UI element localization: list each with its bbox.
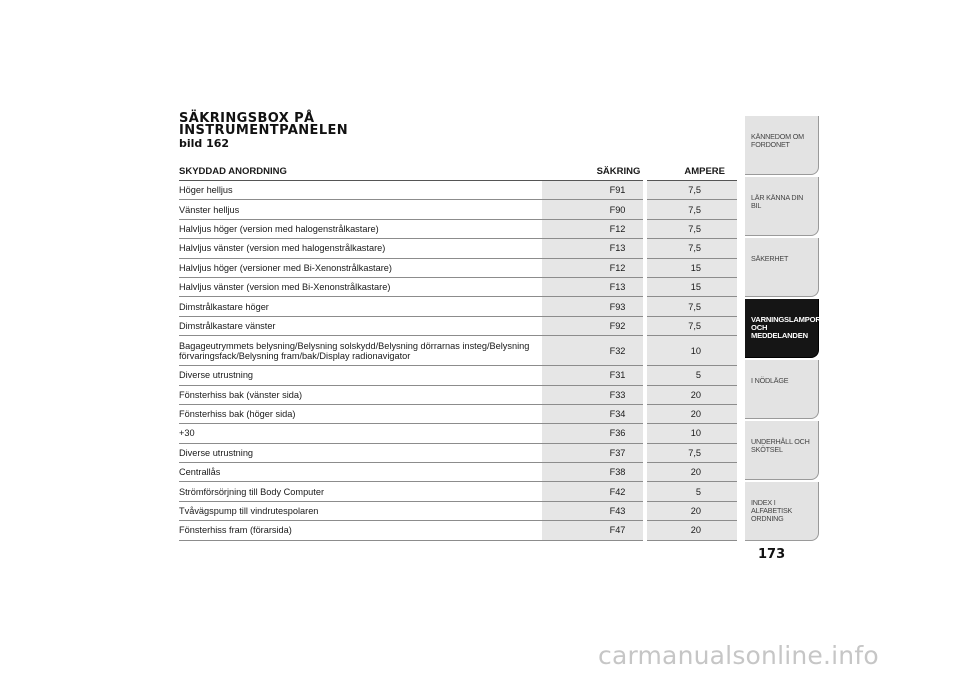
fuse-cell: F42 xyxy=(542,482,645,501)
ampere-cell: 15 xyxy=(645,277,737,296)
ampere-cell: 10 xyxy=(645,336,737,366)
device-cell: Halvljus vänster (version med halogenstrålkastare) xyxy=(179,239,542,258)
ampere-cell: 10 xyxy=(645,424,737,443)
table-row xyxy=(179,200,737,219)
table-row xyxy=(179,385,737,404)
table-row xyxy=(179,463,737,482)
fuse-cell: F33 xyxy=(542,385,645,404)
ampere-cell: 7,5 xyxy=(645,239,737,258)
fuse-cell: F43 xyxy=(542,501,645,520)
ampere-cell: 20 xyxy=(645,463,737,482)
table-row xyxy=(179,181,737,200)
fuse-cell: F31 xyxy=(542,366,645,385)
fuse-table xyxy=(179,163,737,541)
chapter-tab[interactable]: KÄNNEDOM OM FORDONET xyxy=(745,116,819,175)
ampere-cell: 20 xyxy=(645,404,737,423)
table-header-row xyxy=(179,163,737,181)
header-device: SKYDDAD ANORDNING xyxy=(179,163,542,181)
device-cell: Strömförsörjning till Body Computer xyxy=(179,482,542,501)
ampere-cell: 7,5 xyxy=(645,219,737,238)
fuse-cell: F47 xyxy=(542,521,645,540)
chapter-tab[interactable]: I NÖDLÄGE xyxy=(745,360,819,419)
table-row xyxy=(179,501,737,520)
fuse-cell: F34 xyxy=(542,404,645,423)
chapter-tab[interactable]: SÄKERHET xyxy=(745,238,819,297)
table-row xyxy=(179,482,737,501)
header-fuse: SÄKRING xyxy=(542,163,645,181)
table-row xyxy=(179,366,737,385)
chapter-tab[interactable]: UNDERHÅLL OCH SKÖTSEL xyxy=(745,421,819,480)
ampere-cell: 20 xyxy=(645,501,737,520)
chapter-tab[interactable]: INDEX I ALFABETISK ORDNING xyxy=(745,482,819,541)
fuse-table-body xyxy=(179,181,737,541)
figure-reference: bild 162 xyxy=(179,137,230,150)
table-row xyxy=(179,277,737,296)
ampere-cell: 5 xyxy=(645,366,737,385)
device-cell: Halvljus höger (version med halogenstrålkastare) xyxy=(179,219,542,238)
table-row xyxy=(179,258,737,277)
table-row xyxy=(179,239,737,258)
ampere-cell: 5 xyxy=(645,482,737,501)
table-row xyxy=(179,336,737,366)
device-cell: Fönsterhiss bak (höger sida) xyxy=(179,404,542,423)
fuse-cell: F37 xyxy=(542,443,645,462)
device-cell: Vänster helljus xyxy=(179,200,542,219)
table-row xyxy=(179,316,737,335)
ampere-cell: 7,5 xyxy=(645,200,737,219)
device-cell: Dimstrålkastare vänster xyxy=(179,316,542,335)
device-cell: Centrallås xyxy=(179,463,542,482)
fuse-cell: F13 xyxy=(542,277,645,296)
device-cell: Tvåvägspump till vindrutespolaren xyxy=(179,501,542,520)
ampere-cell: 15 xyxy=(645,258,737,277)
section-title-line-1: SÄKRINGSBOX PÅ xyxy=(179,111,315,126)
watermark: carmanualsonline.info xyxy=(598,641,879,670)
ampere-cell: 7,5 xyxy=(645,297,737,316)
device-cell: Halvljus vänster (version med Bi-Xenonstrålkastare) xyxy=(179,277,542,296)
table-row xyxy=(179,521,737,540)
chapter-sidebar xyxy=(745,116,819,543)
fuse-cell: F12 xyxy=(542,219,645,238)
device-cell: Halvljus höger (versioner med Bi-Xenonstrålkastare) xyxy=(179,258,542,277)
section-title xyxy=(179,113,348,137)
fuse-cell: F36 xyxy=(542,424,645,443)
page-number: 173 xyxy=(758,547,786,562)
device-cell: Diverse utrustning xyxy=(179,366,542,385)
device-cell: +30 xyxy=(179,424,542,443)
device-cell: Dimstrålkastare höger xyxy=(179,297,542,316)
section-title-line-2: INSTRUMENTPANELEN xyxy=(179,123,349,138)
table-row xyxy=(179,404,737,423)
chapter-tab[interactable]: LÄR KÄNNA DIN BIL xyxy=(745,177,819,236)
fuse-cell: F91 xyxy=(542,181,645,200)
fuse-cell: F13 xyxy=(542,239,645,258)
table-row xyxy=(179,219,737,238)
device-cell: Höger helljus xyxy=(179,181,542,200)
fuse-cell: F12 xyxy=(542,258,645,277)
device-cell: Diverse utrustning xyxy=(179,443,542,462)
fuse-cell: F32 xyxy=(542,336,645,366)
device-cell: Fönsterhiss fram (förarsida) xyxy=(179,521,542,540)
fuse-cell: F38 xyxy=(542,463,645,482)
ampere-cell: 20 xyxy=(645,385,737,404)
fuse-cell: F92 xyxy=(542,316,645,335)
fuse-cell: F93 xyxy=(542,297,645,316)
table-row xyxy=(179,443,737,462)
device-cell: Bagageutrymmets belysning/Belysning solskydd/Belysning dörrarnas insteg/Belysning förvaringsfack/Belysning fram/bak/Display radionavigator xyxy=(179,336,542,366)
ampere-cell: 20 xyxy=(645,521,737,540)
ampere-cell: 7,5 xyxy=(645,181,737,200)
device-cell: Fönsterhiss bak (vänster sida) xyxy=(179,385,542,404)
header-ampere: AMPERE xyxy=(645,163,737,181)
ampere-cell: 7,5 xyxy=(645,316,737,335)
fuse-cell: F90 xyxy=(542,200,645,219)
table-row xyxy=(179,297,737,316)
chapter-tab[interactable]: VARNINGSLAMPOR OCH MEDDELANDEN xyxy=(745,299,819,358)
ampere-cell: 7,5 xyxy=(645,443,737,462)
table-row xyxy=(179,424,737,443)
